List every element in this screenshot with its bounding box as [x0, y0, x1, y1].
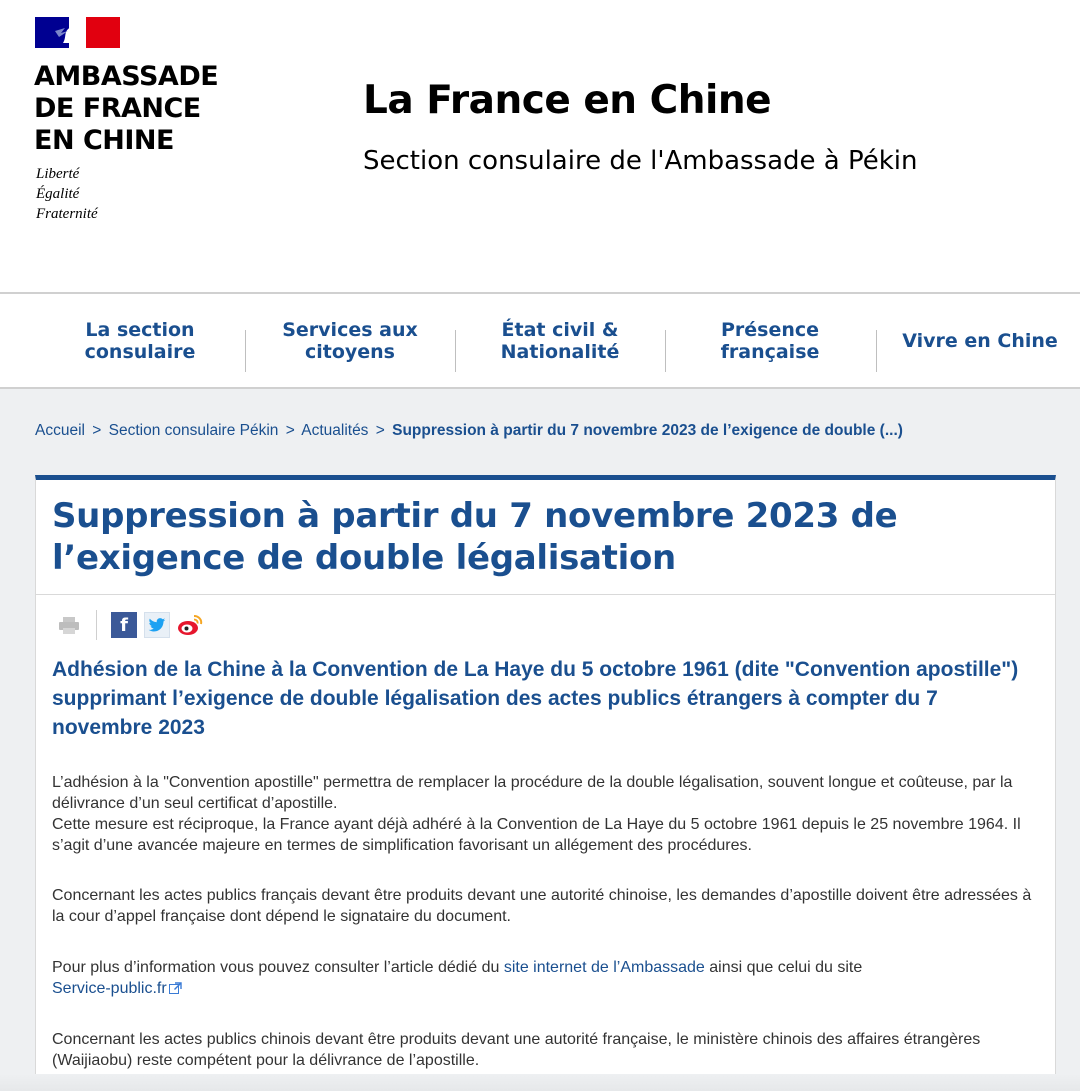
paragraph-text: ainsi que celui du site: [704, 959, 863, 976]
nav-label: Présence: [720, 318, 820, 341]
nav-item-services-citoyens[interactable]: [246, 294, 454, 387]
nav-label: La section: [85, 318, 195, 341]
paragraph: [52, 957, 1042, 999]
nav-label: consulaire: [84, 340, 196, 363]
main-navigation: [0, 292, 1080, 389]
page-bottom-edge: [0, 1074, 1080, 1091]
breadcrumb-link-section-consulaire[interactable]: Section consulaire Pékin: [108, 422, 279, 439]
divider: [36, 594, 1055, 595]
site-header: [0, 0, 1080, 292]
site-subtitle: Section consulaire de l'Ambassade à Pékin: [363, 146, 918, 176]
divider: [96, 610, 97, 640]
motto-line: Fraternité: [36, 206, 98, 222]
external-link-icon: [169, 979, 182, 991]
content-area: [0, 389, 1080, 1091]
breadcrumb-current: Suppression à partir du 7 novembre 2023 de l’exigence de double (...): [392, 422, 903, 439]
motto-line: Égalité: [36, 186, 80, 202]
breadcrumb-separator: >: [92, 422, 102, 439]
breadcrumb-link-actualites[interactable]: Actualités: [301, 422, 369, 439]
article-title: Suppression à partir du 7 novembre 2023 de l’exigence de double légalisation: [52, 496, 898, 578]
nav-label: française: [720, 340, 820, 363]
twitter-icon[interactable]: [144, 612, 170, 638]
nav-item-etat-civil[interactable]: [456, 294, 664, 387]
share-toolbar: [58, 610, 210, 640]
nav-item-vivre-en-chine[interactable]: [880, 294, 1080, 387]
nav-item-section-consulaire[interactable]: [35, 294, 245, 387]
breadcrumb-separator: >: [375, 422, 385, 439]
paragraph-line: L’adhésion à la "Convention apostille" permettra de remplacer la procédure de la double légalisation, souvent longue et coûteuse, par la délivrance d’un seul certificat d’apostille.: [52, 774, 1013, 812]
marianne-logo[interactable]: [35, 17, 120, 48]
nav-label: citoyens: [304, 340, 395, 363]
site-title[interactable]: La France en Chine: [363, 78, 772, 123]
breadcrumb-link-accueil[interactable]: Accueil: [35, 422, 85, 439]
paragraph-line: Cette mesure est réciproque, la France ayant déjà adhéré à la Convention de La Haye du 5 octobre 1961 depuis le 25 novembre 1964. Il s’agit d’une avancée majeure en termes de simplification favorisant un allégement des procédures.: [52, 816, 1021, 854]
article: [35, 475, 1056, 1091]
org-name-line: DE FRANCE: [34, 93, 201, 124]
org-name-line: AMBASSADE: [34, 61, 219, 92]
paragraph: Concernant les actes publics français devant être produits devant une autorité chinoise, les demandes d’apostille doivent être adressées à la cour d’appel française dont dépend le signataire du document.: [52, 887, 1032, 925]
paragraph: Concernant les actes publics chinois devant être produits devant une autorité française, le ministère chinois des affaires étrangères (Waijiaobu) reste compétent pour la délivrance de l’apostille.: [52, 1031, 981, 1069]
organization-name[interactable]: [34, 61, 218, 157]
link-site-ambassade[interactable]: site internet de l’Ambassade: [503, 959, 705, 976]
weibo-icon[interactable]: [177, 612, 203, 638]
link-service-public[interactable]: Service-public.fr: [52, 980, 167, 997]
nav-label: Vivre en Chine: [902, 329, 1058, 352]
nav-divider: [876, 330, 877, 372]
org-name-line: EN CHINE: [34, 125, 174, 156]
nav-label: Services aux: [282, 318, 418, 341]
article-lead: Adhésion de la Chine à la Convention de La Haye du 5 octobre 1961 (dite "Convention apostille") supprimant l’exigence de double légalisation des actes publics étrangers à compter du 7 novembre 2023: [52, 658, 1019, 739]
print-icon[interactable]: [58, 615, 80, 635]
nav-label: État civil &: [501, 318, 619, 341]
paragraph: [52, 772, 1042, 856]
paragraph-text: Pour plus d’information vous pouvez consulter l’article dédié du: [52, 959, 504, 976]
motto-line: Liberté: [36, 166, 80, 182]
breadcrumb: [35, 422, 903, 440]
nav-label: Nationalité: [500, 340, 620, 363]
facebook-icon[interactable]: f: [111, 612, 137, 638]
breadcrumb-separator: >: [285, 422, 295, 439]
nav-item-presence-francaise[interactable]: [666, 294, 874, 387]
republic-motto: [36, 164, 98, 224]
